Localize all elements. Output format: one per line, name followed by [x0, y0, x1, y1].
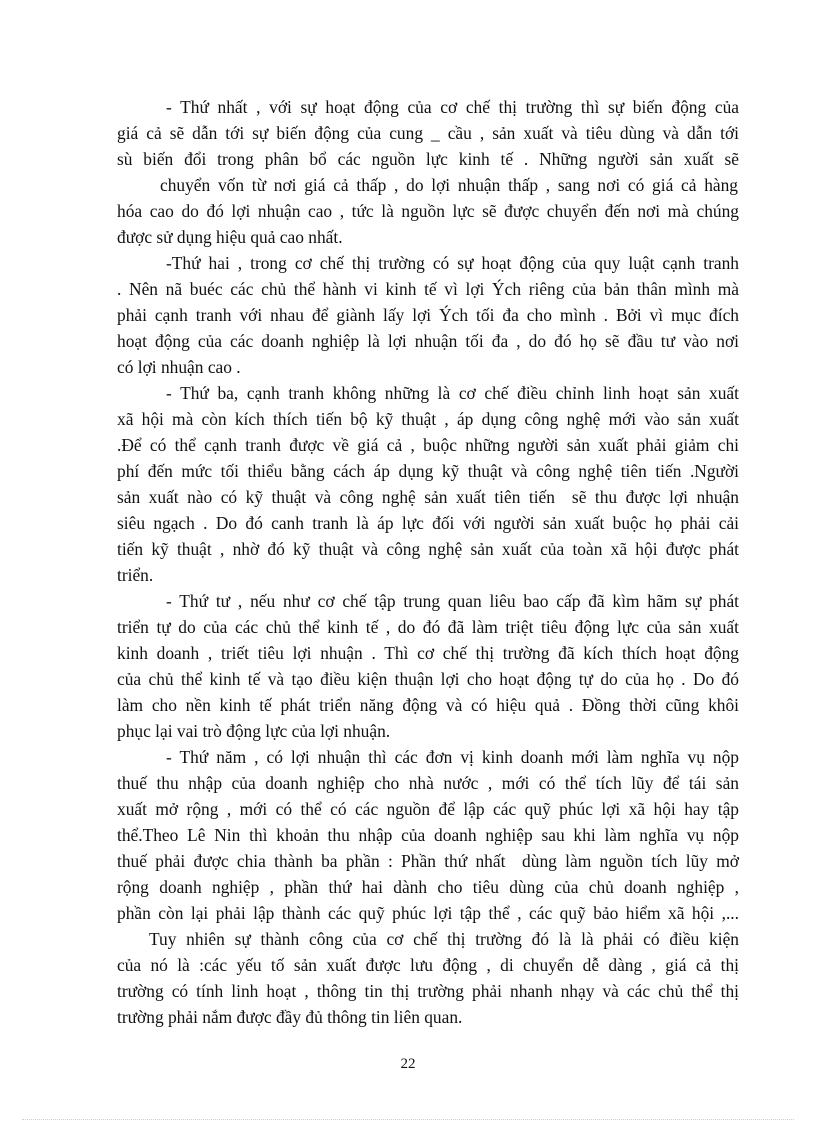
text-line: Tuy nhiên sự thành công của cơ chế thị trường đó là là phải có điều kiện	[149, 929, 739, 949]
text-line: phục lại vai trò động lực của lợi nhuận.	[117, 721, 391, 741]
text-line: xuất mở rộng , mới có thể có các nguồn để lập các quỹ phúc lợi xã hội hay tập	[117, 799, 739, 819]
text-line: .Để có thể cạnh tranh được về giá cả , buộc những người sản xuất phải giảm chi	[117, 435, 739, 455]
text-line: - Thứ ba, cạnh tranh không những là cơ chế điều chỉnh linh hoạt sản xuất	[166, 383, 739, 403]
text-line: có lợi nhuận cao .	[117, 357, 241, 377]
text-line: hoạt động của các doanh nghiệp là lợi nhuận tối đa , do đó họ sẽ đầu tư vào nơi	[117, 331, 739, 351]
page-footer-divider	[22, 1119, 794, 1120]
text-line: thể.Theo Lê Nin thì khoản thu nhập của doanh nghiệp sau khi làm nghĩa vụ nộp	[117, 825, 739, 845]
text-line: -Thứ hai , trong cơ chế thị trường có sự hoạt động của quy luật cạnh tranh	[166, 253, 739, 273]
text-line: thuế phải được chia thành ba phần : Phần thứ nhất dùng làm nguồn tích lũy mở	[117, 851, 739, 871]
text-line: kinh doanh , triết tiêu lợi nhuận . Thì cơ chế thị trường đã kích thích hoạt động	[117, 643, 739, 663]
text-line: - Thứ năm , có lợi nhuận thì các đơn vị kinh doanh mới làm nghĩa vụ nộp	[166, 747, 739, 767]
page-number: 22	[400, 1056, 416, 1072]
text-line: sản xuất nào có kỹ thuật và công nghệ sản xuất tiên tiến sẽ thu được lợi nhuận	[117, 487, 739, 507]
text-line: chuyển vốn từ nơi giá cả thấp , do lợi nhuận thấp , sang nơi có giá cả hàng	[160, 175, 738, 195]
text-line: của chủ thể kinh tế và tạo điều kiện thuận lợi cho hoạt động tự do của họ . Do đó	[117, 669, 739, 689]
text-line: phần còn lại phải lập thành các quỹ phúc lợi tập thể , các quỹ bảo hiểm xã hội ,...	[117, 903, 739, 923]
text-line: làm cho nền kinh tế phát triển năng động và có hiệu quả . Đồng thời cũng khôi	[117, 695, 739, 715]
text-line: tiến kỹ thuật , nhờ đó kỹ thuật và công nghệ sản xuất của toàn xã hội được phát	[117, 539, 739, 559]
text-line: phí đến mức tối thiểu bằng cách áp dụng kỹ thuật và công nghệ tiên tiến .Người	[117, 461, 739, 481]
text-line: - Thứ nhất , với sự hoạt động của cơ chế thị trường thì sự biến động của	[166, 97, 739, 117]
text-line: . Nên nã buéc các chủ thể hành vi kinh tế vì lợi Ých riêng của bản thân mình mà	[117, 279, 739, 299]
text-line: được sử dụng hiệu quả cao nhất.	[117, 227, 343, 247]
text-line: sù biến đổi trong phân bổ các nguồn lực kinh tế . Những người sản xuất sẽ	[117, 149, 739, 169]
text-line: xã hội mà còn kích thích tiến bộ kỹ thuật , áp dụng công nghệ mới vào sản xuất	[117, 409, 739, 429]
text-line: triển.	[117, 565, 154, 585]
text-line: hóa cao do đó lợi nhuận cao , tức là nguồn lực sẽ được chuyển đến nơi mà chúng	[117, 201, 739, 221]
text-line: giá cả sẽ dẫn tới sự biến động của cung _ cầu , sản xuất và tiêu dùng và dẫn tới	[117, 123, 739, 143]
text-line: thuế thu nhập của doanh nghiệp cho nhà nước , mới có thể tích lũy để tái sản	[117, 773, 739, 793]
text-line: phải cạnh tranh với nhau để giành lấy lợi Ých tối đa cho mình . Bởi vì mục đích	[117, 305, 739, 325]
text-line: siêu ngạch . Do đó canh tranh là áp lực đối với người sản xuất buộc họ phải cải	[117, 513, 739, 533]
text-line: trường có tính linh hoạt , thông tin thị trường phải nhanh nhạy và các chủ thể thị	[117, 981, 739, 1001]
text-line: - Thứ tư , nếu như cơ chế tập trung quan liêu bao cấp đã kìm hãm sự phát	[166, 591, 739, 611]
text-line: rộng doanh nghiệp , phần thứ hai dành cho tiêu dùng của chủ doanh nghiệp ,	[117, 877, 739, 897]
text-line: trường phải nắm được đầy đủ thông tin liên quan.	[117, 1007, 463, 1027]
text-line: của nó là :các yếu tố sản xuất được lưu động , di chuyển dễ dàng , giá cả thị	[117, 955, 739, 975]
text-line: triển tự do của các chủ thể kinh tế , do đó đã làm triệt tiêu động lực của sản xuất	[117, 617, 739, 637]
